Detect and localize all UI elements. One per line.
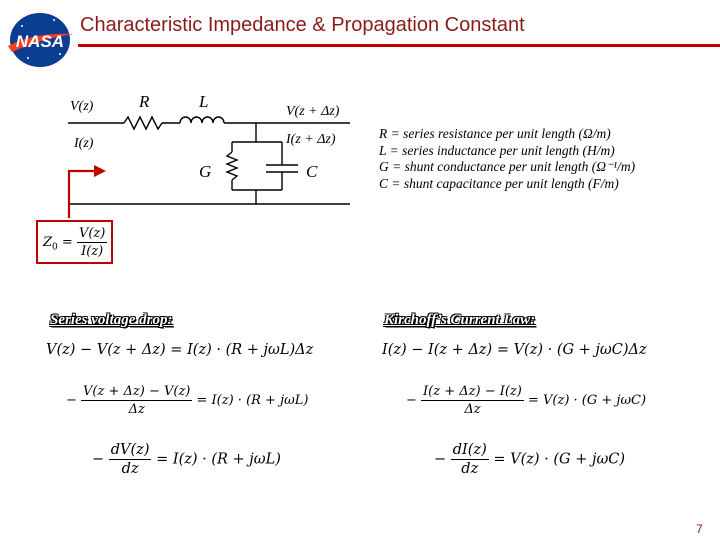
kirchhoff-eq-2-numerator: I(z + Δz) − I(z) xyxy=(423,384,522,399)
definitions-list xyxy=(379,126,635,192)
kirchhoff-eq-3-minus: − xyxy=(434,451,447,468)
v-in-label: V(z) xyxy=(70,99,94,114)
series-eq-3-denominator: dz xyxy=(121,461,139,477)
i-out-label: I(z + Δz) xyxy=(286,132,336,147)
series-eq-3-fraction xyxy=(109,442,152,477)
z0-denominator: I(z) xyxy=(81,244,104,259)
slide-title: Characteristic Impedance & Propagation Constant xyxy=(80,14,525,36)
z0-symbol: Z xyxy=(43,235,53,250)
kirchhoff-eq-1: I(z) − I(z + Δz) = V(z) · (G + jωC)Δz xyxy=(382,342,647,358)
z0-fraction xyxy=(77,226,107,259)
kirchhoff-eq-2-minus: − xyxy=(406,393,417,408)
kirchhoff-eq-3-numerator: dI(z) xyxy=(452,442,487,458)
series-eq-2-numerator: V(z + Δz) − V(z) xyxy=(83,384,191,399)
series-eq-2-denominator: Δz xyxy=(128,402,145,417)
definition-c: C = shunt capacitance per unit length (F/m) xyxy=(379,175,619,191)
kirchhoff-eq-2-rhs: = V(z) · (G + jωC) xyxy=(528,393,647,408)
kirchhoff-eq-2 xyxy=(406,384,646,417)
logo-text: NASA xyxy=(15,32,65,51)
i-in-label: I(z) xyxy=(74,136,94,151)
impedance-definition-box: $Z_0$ = $\frac{V(z)}{I(z)}$ xyxy=(36,220,113,264)
kirchhoff-eq-2-denominator: Δz xyxy=(464,402,481,417)
v-out-label: V(z + Δz) xyxy=(286,104,340,119)
kirchhoff-eq-3-denominator: dz xyxy=(461,461,479,477)
resistor-zigzag xyxy=(124,117,162,129)
page-number: 7 xyxy=(696,522,703,536)
series-eq-3-rhs: = I(z) · (R + jωL) xyxy=(156,451,281,468)
kirchhoff-eq-3-rhs: = V(z) · (G + jωC) xyxy=(493,451,626,468)
kirchhoff-eq-3 xyxy=(434,442,625,477)
series-eq-3 xyxy=(92,442,281,477)
series-eq-3-numerator: dV(z) xyxy=(110,442,150,458)
series-eq-2-rhs: = I(z) · (R + jωL) xyxy=(196,393,309,408)
inductor-coil xyxy=(180,117,224,123)
input-arrow xyxy=(69,165,106,218)
series-heading: Series voltage drop: xyxy=(50,312,173,328)
kirchhoff-heading: Kirchoff’s Current Law: xyxy=(384,312,536,328)
capacitance-label: C xyxy=(306,162,318,181)
z0-subscript: 0 xyxy=(52,242,58,253)
series-eq-2-minus: − xyxy=(66,393,77,408)
resistor-label: R xyxy=(139,92,150,111)
definition-r: R = series resistance per unit length (Ω/m) xyxy=(379,126,611,141)
series-eq-2 xyxy=(66,384,308,417)
kirchhoff-eq-2-fraction xyxy=(421,384,524,417)
series-eq-1: V(z) − V(z + Δz) = I(z) · (R + jωL)Δz xyxy=(46,342,314,358)
definition-l: L = series inductance per unit length (H/m) xyxy=(379,142,615,158)
series-eq-3-minus: − xyxy=(92,451,105,468)
definition-g: G = shunt conductance per unit length (Ω⁻¹/m) xyxy=(379,159,636,174)
kirchhoff-eq-3-fraction xyxy=(451,442,489,477)
conductance-label: G xyxy=(199,162,212,181)
conductance-zigzag xyxy=(227,152,237,180)
z0-numerator: V(z) xyxy=(78,226,106,241)
series-eq-2-fraction xyxy=(81,384,192,417)
inductor-label: L xyxy=(199,92,209,111)
